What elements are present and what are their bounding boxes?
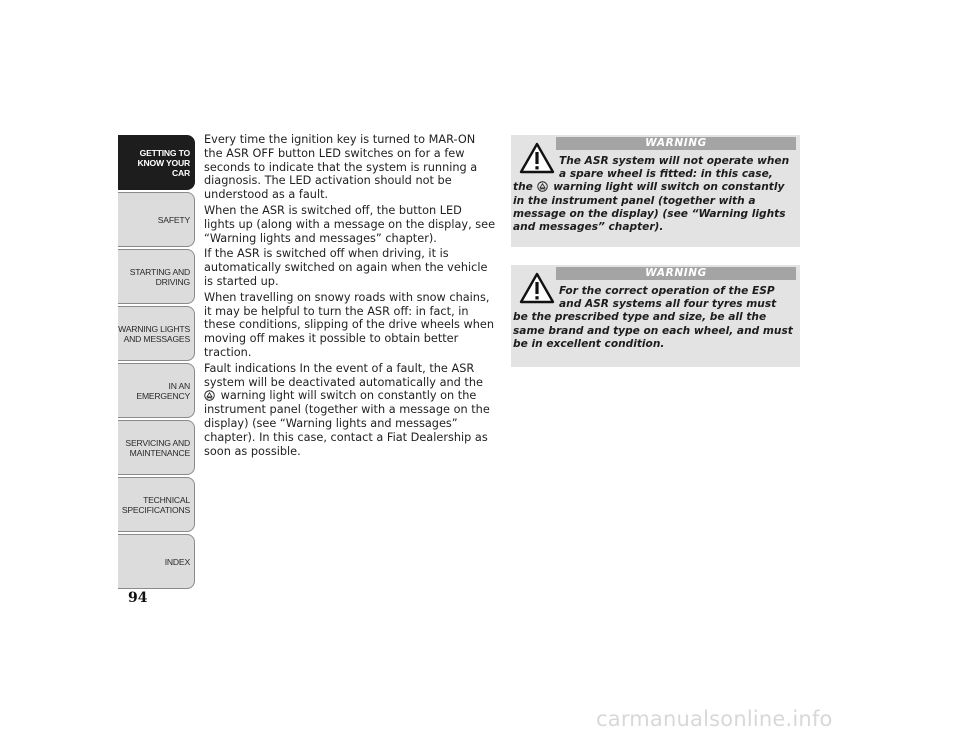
tab-technical-specifications[interactable]: TECHNICAL SPECIFICATIONS (118, 477, 195, 532)
paragraph-asr-switched-off: When the ASR is switched off, the button LED lights up (along with a message on the display, see “Warning lights and messages” chapter). (204, 203, 496, 245)
tab-in-an-emergency[interactable]: IN AN EMERGENCY (118, 363, 195, 418)
esp-warning-light-icon (537, 181, 548, 192)
tab-starting-and-driving[interactable]: STARTING AND DRIVING (118, 249, 195, 304)
warning-box-tyres (511, 265, 800, 367)
fault-text-end: warning light will switch on constantly on the instrument panel (together with a message on the display) (see “Warning lights and messages” chapter). In this case, contact a Fiat Dealership as soon as possible. (204, 389, 490, 458)
paragraph-fault-indications (204, 362, 496, 459)
body-text (204, 133, 496, 460)
paragraph-led-diagnosis: Every time the ignition key is turned to MAR-ON the ASR OFF button LED switches on for a few seconds to indicate that the system is running a diagnosis. The LED activation should not be understood as a fault. (204, 133, 478, 202)
warning-box-spare-wheel (511, 135, 800, 247)
warning-title: WARNING (556, 137, 796, 150)
warning-text-tyres: For the correct operation of the ESP and ASR systems all four tyres must be the prescribed type and size, be all the same brand and type on each wheel, and must be in excellent condition. (513, 285, 793, 350)
warning-text (511, 285, 800, 351)
chapter-tabs (118, 135, 195, 591)
esp-warning-light-icon (204, 390, 215, 401)
paragraph-asr-auto-on: If the ASR is switched off when driving, it is automatically switched on again when the vehicle is started up. (204, 247, 488, 288)
tab-index[interactable]: INDEX (118, 534, 195, 589)
watermark: carmanualsonline.info (596, 707, 833, 731)
warning-title: WARNING (556, 267, 796, 280)
warning-text-start: The ASR system will not operate when a spare wheel is fitted: in this case, the (513, 155, 790, 194)
tab-servicing-and-maintenance[interactable]: SERVICING AND MAINTENANCE (118, 420, 195, 475)
tab-getting-to-know-your-car[interactable]: GETTING TO KNOW YOUR CAR (118, 135, 195, 190)
fault-text-start: Fault indications In the event of a fault, the ASR system will be deactivated automatically and the (204, 361, 483, 389)
tab-warning-lights-and-messages[interactable]: WARNING LIGHTS AND MESSAGES (118, 306, 195, 361)
tab-safety[interactable]: SAFETY (118, 192, 195, 247)
page-number: 94 (128, 590, 148, 606)
paragraph-snow-chains: When travelling on snowy roads with snow chains, it may be helpful to turn the ASR off: in fact, in these conditions, slipping of the drive wheels when moving off makes it possible to obtain better traction. (204, 290, 495, 359)
warning-text (511, 155, 800, 234)
warning-text-end: warning light will switch on constantly in the instrument panel (together with a message on the display) (see “Warning lights and messages” chapter). (513, 181, 786, 234)
